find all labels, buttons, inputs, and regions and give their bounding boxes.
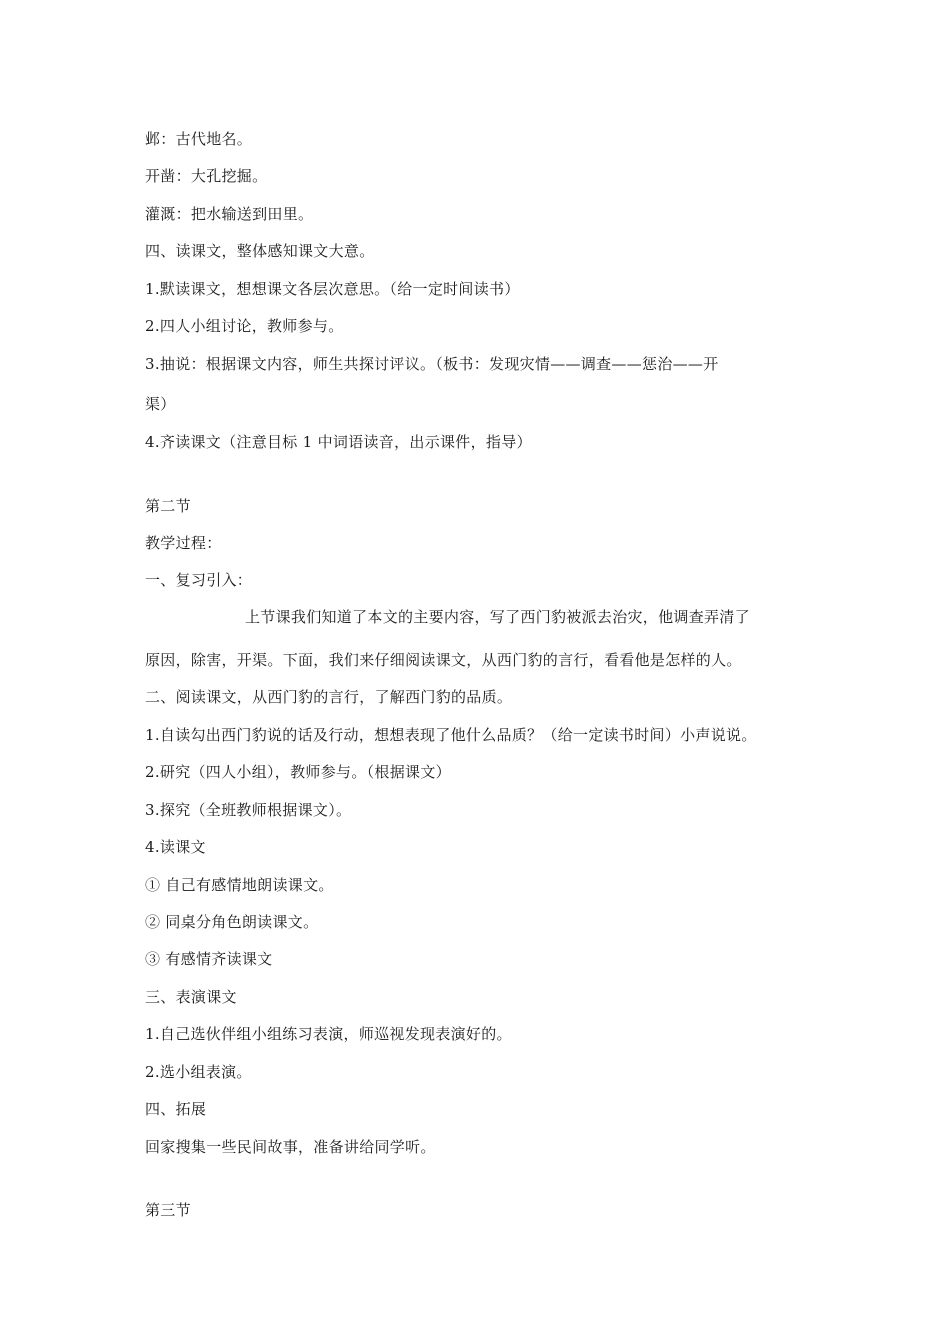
section-heading-review: 一、复习引入： <box>145 571 253 589</box>
extension-text: 回家搜集一些民间故事，准备讲给同学听。 <box>145 1138 436 1156</box>
step-item: 1.自读勾出西门豹说的话及行动，想想表现了他什么品质？（给一定读书时间）小声说说。 <box>145 726 757 744</box>
step-item: 3.抽说：根据课文内容，师生共探讨评议。（板书：发现灾情——调查——惩治——开 <box>145 355 719 373</box>
step-item: 1.自己选伙伴组小组练习表演，师巡视发现表演好的。 <box>145 1025 512 1043</box>
sub-step-item: ① 自己有感情地朗读课文。 <box>145 876 334 894</box>
paragraph-continuation: 原因，除害，开渠。下面，我们来仔细阅读课文，从西门豹的言行，看看他是怎样的人。 <box>145 651 742 669</box>
step-item: 1.默读课文，想想课文各层次意思。（给一定时间读书） <box>145 280 520 298</box>
step-item: 3.探究（全班教师根据课文）。 <box>145 801 352 819</box>
gloss-ye: 邺：古代地名。 <box>145 130 253 148</box>
sub-step-item: ③ 有感情齐读课文 <box>145 950 273 968</box>
gloss-kaizao: 开凿：大孔挖掘。 <box>145 167 268 185</box>
gloss-guangai: 灌溉：把水输送到田里。 <box>145 205 314 223</box>
step-item: 2.选小组表演。 <box>145 1063 252 1081</box>
step-item: 2.四人小组讨论，教师参与。 <box>145 317 344 335</box>
section-heading-perform: 三、表演课文 <box>145 988 237 1006</box>
section-heading-read-text: 四、读课文，整体感知课文大意。 <box>145 242 375 260</box>
lesson-heading-3: 第三节 <box>145 1201 191 1219</box>
step-item: 2.研究（四人小组），教师参与。（根据课文） <box>145 763 451 781</box>
section-heading-extension: 四、拓展 <box>145 1100 207 1118</box>
step-item: 4.齐读课文（注意目标 1 中词语读音，出示课件，指导） <box>145 433 532 451</box>
teaching-process-label: 教学过程： <box>145 534 222 552</box>
step-item: 4.读课文 <box>145 838 206 856</box>
step-item-continuation: 渠） <box>145 395 176 413</box>
lesson-heading-2: 第二节 <box>145 497 191 515</box>
paragraph-first-line: 上节课我们知道了本文的主要内容，写了西门豹被派去治灾，他调查弄清了 <box>245 608 750 626</box>
sub-step-item: ② 同桌分角色朗读课文。 <box>145 913 319 931</box>
section-heading-reading: 二、阅读课文，从西门豹的言行，了解西门豹的品质。 <box>145 688 513 706</box>
